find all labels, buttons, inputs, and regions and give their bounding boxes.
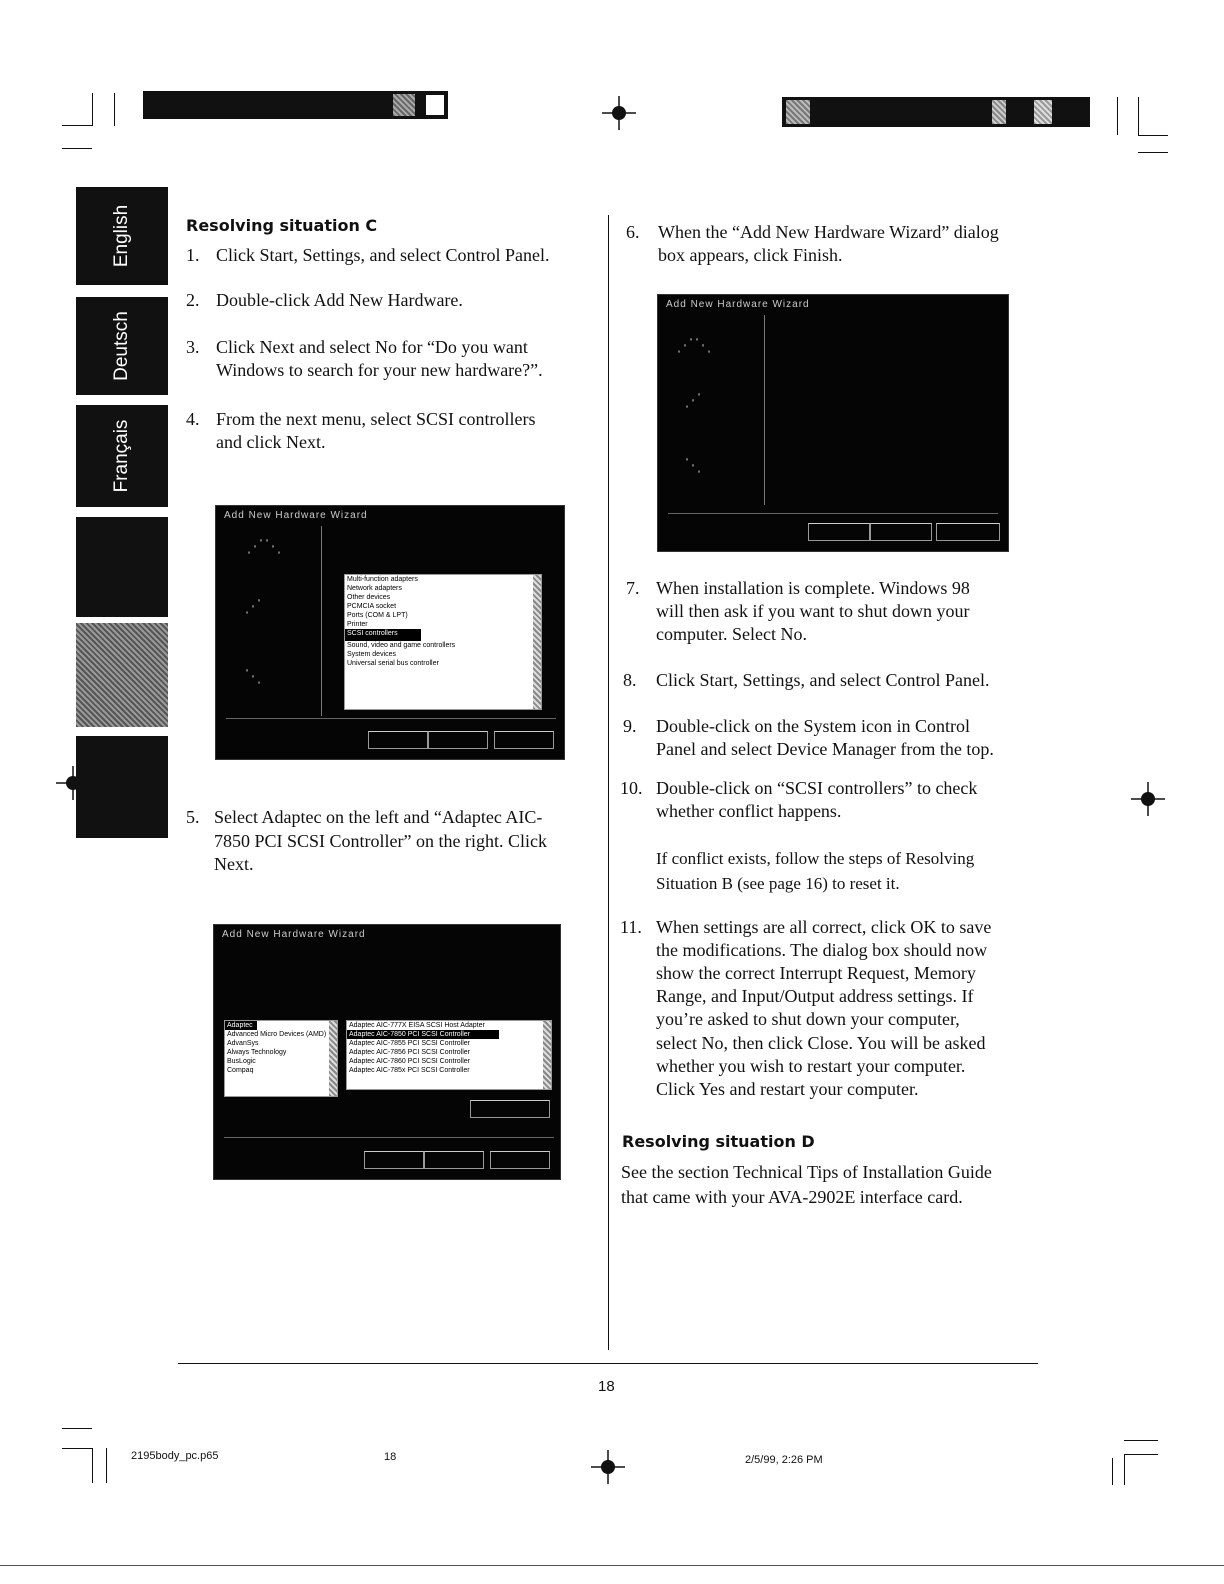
tab-francais[interactable]: Français bbox=[76, 405, 168, 507]
crop-mark bbox=[106, 1448, 107, 1483]
list-item[interactable]: Adaptec AIC-7860 PCI SCSI Controller bbox=[349, 1058, 471, 1065]
crop-mark bbox=[1138, 97, 1139, 135]
crop-mark bbox=[92, 1448, 93, 1483]
list-item-selected[interactable]: Adaptec bbox=[225, 1021, 257, 1030]
wizard-screenshot-scsi bbox=[215, 505, 565, 760]
list-item[interactable]: Other devices bbox=[347, 594, 391, 601]
section-c-heading: Resolving situation C bbox=[186, 216, 378, 235]
wizard-screenshot-finish bbox=[657, 294, 1009, 552]
crop-mark bbox=[1124, 1440, 1158, 1441]
printer-color-bar bbox=[143, 91, 448, 119]
tab-blank bbox=[76, 623, 168, 727]
crop-mark bbox=[1124, 1454, 1125, 1485]
manual-page: English Deutsch Français Resolving situation C 1. Click Start, Settings, and select Control Panel. 2. Double-click Add New Hardware. 3. Click Next and select No for “Do you want Windows to search for your new hardware?”. 4. From the next menu, select SCSI controllers and click Next. Add New Hardware Wizard ⋰⋱ ⋰ ⋱ Multi-function adapters Network adapters Other devices PCMCIA socket Ports (COM & LPT) Printer SCSI controllers Sound, video and game controllers System devices Universal serial bus controller 5. Select Adaptec on the left and “Adaptec AIC- 7850 PCI SCSI Controller” on the right. Click Next. Add New Hardware Wizard Adaptec Advanced Micro Devices (AMD) AdvanSys Always Technology BusLogic Compaq Adaptec AIC-777X EISA SCSI Host Adapter Adaptec AIC-7850 PCI SCSI Controller Adaptec AIC-7855 PCI SCSI Controller Adaptec AIC-7856 PCI SCSI Controller Adaptec AIC-7860 PCI SCSI Controller Adaptec AIC-785x PCI SCSI Controller 6. When the “Add New Hardware Wizard” dialog box appears, click Finish. Add New Hardware Wizard ⋰⋱ ⋰ ⋱ 7. When installation is complete. Windows 98 will then ask if you want to shut down your computer. Select No. 8. Click Start, Settings, and select Control Panel. 9. Double-click on the System icon in Control Panel and select Device Manager from the top. 10. Double-click on “SCSI controllers” to check whether conflict happens. If conflict exists, follow the steps of Resolving Situation B (see page 16) to reset it. 11. When settings are all correct, click OK to save the modifications. The dialog box should now show the correct Interrupt Request, Memory Range, and Input/Output address settings. If you’re asked to shut down your computer, select No, then click Close. You will be asked whether you wish to restart your computer. Click Yes and restart your computer. Resolving situation D See the section Technical Tips of Installation Guide that came with your AVA-2902E interface card. 18 2195body_pc.p65 18 2/5/99, 2:26 PM bbox=[0, 0, 1224, 1584]
model-list[interactable] bbox=[346, 1020, 552, 1090]
list-item-selected[interactable]: SCSI controllers bbox=[345, 629, 421, 641]
footer-page: 18 bbox=[384, 1451, 397, 1463]
printer-color-bar bbox=[782, 97, 1090, 127]
finish-button[interactable] bbox=[870, 523, 932, 541]
cancel-button[interactable] bbox=[490, 1151, 550, 1169]
list-item[interactable]: System devices bbox=[347, 651, 397, 658]
wizard-graphic-icon: ⋰ bbox=[684, 390, 702, 411]
next-button[interactable] bbox=[428, 731, 488, 749]
list-item[interactable]: Always Technology bbox=[227, 1049, 287, 1056]
step-11: 11. When settings are all correct, click OK to save the modifications. The dialog box should now show the correct Interrupt Request, Memory Range, and Input/Output address settings. If you’re asked to shut down your computer, select No, then click Close. You will be asked whether you wish to restart your computer. Click Yes and restart your computer. bbox=[620, 917, 992, 1099]
list-item[interactable]: Printer bbox=[347, 621, 368, 628]
have-disk-button[interactable] bbox=[470, 1100, 550, 1118]
list-item-selected[interactable]: Adaptec AIC-7850 PCI SCSI Controller bbox=[347, 1030, 499, 1039]
section-d-heading: Resolving situation D bbox=[622, 1132, 815, 1151]
crop-mark bbox=[92, 93, 93, 126]
list-item[interactable]: Network adapters bbox=[347, 585, 402, 592]
step-9: 9. Double-click on the System icon in Control Panel and select Device Manager from the top. bbox=[623, 716, 994, 759]
wizard-graphic-icon: ⋰⋱ bbox=[676, 335, 712, 356]
list-item[interactable]: Adaptec AIC-777X EISA SCSI Host Adapter bbox=[349, 1022, 485, 1029]
crop-mark bbox=[1124, 1454, 1158, 1455]
wizard-title: Add New Hardware Wizard bbox=[666, 299, 810, 310]
manufacturer-list[interactable] bbox=[224, 1020, 338, 1097]
cancel-button[interactable] bbox=[494, 731, 554, 749]
list-scrollbar[interactable] bbox=[329, 1021, 337, 1096]
list-scrollbar[interactable] bbox=[533, 575, 541, 709]
column-divider bbox=[608, 215, 609, 1350]
tab-deutsch[interactable]: Deutsch bbox=[76, 297, 168, 395]
next-button[interactable] bbox=[424, 1151, 484, 1169]
crop-mark bbox=[62, 125, 92, 126]
step-10: 10. Double-click on “SCSI controllers” to check whether conflict happens. bbox=[620, 778, 978, 821]
tab-english[interactable]: English bbox=[76, 187, 168, 285]
footer-date: 2/5/99, 2:26 PM bbox=[745, 1454, 823, 1466]
crop-mark bbox=[1117, 97, 1118, 135]
crop-mark bbox=[1138, 135, 1168, 136]
wizard-graphic-icon: ⋱ bbox=[684, 455, 702, 476]
list-item[interactable]: PCMCIA socket bbox=[347, 603, 397, 610]
wizard-title: Add New Hardware Wizard bbox=[222, 929, 366, 940]
registration-mark-icon bbox=[602, 96, 636, 130]
list-item[interactable]: Universal serial bus controller bbox=[347, 660, 439, 667]
crop-mark bbox=[62, 1428, 92, 1429]
list-item[interactable]: Adaptec AIC-785x PCI SCSI Controller bbox=[349, 1067, 470, 1074]
page-edge bbox=[0, 1565, 1224, 1566]
registration-mark-icon bbox=[1131, 782, 1165, 816]
step-5: 5. Select Adaptec on the left and “Adaptec AIC- 7850 PCI SCSI Controller” on the right. Click Next. bbox=[186, 807, 547, 874]
crop-mark bbox=[1112, 1458, 1113, 1485]
crop-mark bbox=[1138, 152, 1168, 153]
tab-blank bbox=[76, 736, 168, 838]
list-item[interactable]: AdvanSys bbox=[227, 1040, 259, 1047]
device-type-list[interactable] bbox=[344, 574, 542, 710]
step-3: 3. Click Next and select No for “Do you want Windows to search for your new hardware?”. bbox=[186, 337, 543, 380]
wizard-graphic-icon: ⋰ bbox=[244, 596, 262, 617]
footer-rule bbox=[178, 1363, 1038, 1364]
wizard-graphic-icon: ⋰⋱ bbox=[246, 536, 282, 557]
list-scrollbar[interactable] bbox=[543, 1021, 551, 1089]
list-item[interactable]: Adaptec AIC-7856 PCI SCSI Controller bbox=[349, 1049, 471, 1056]
crop-mark bbox=[114, 93, 115, 126]
footer-filename: 2195body_pc.p65 bbox=[131, 1450, 219, 1462]
back-button[interactable] bbox=[368, 731, 428, 749]
crop-mark bbox=[62, 148, 92, 149]
list-item[interactable]: Sound, video and game controllers bbox=[347, 642, 456, 649]
list-item[interactable]: Advanced Micro Devices (AMD) bbox=[227, 1031, 327, 1038]
list-item[interactable]: Multi-function adapters bbox=[347, 576, 418, 583]
back-button[interactable] bbox=[364, 1151, 424, 1169]
list-item[interactable]: Ports (COM & LPT) bbox=[347, 612, 408, 619]
list-item[interactable]: Compaq bbox=[227, 1067, 254, 1074]
crop-mark bbox=[62, 1448, 92, 1449]
step-4: 4. From the next menu, select SCSI controllers and click Next. bbox=[186, 409, 536, 452]
page-number: 18 bbox=[598, 1378, 615, 1395]
tab-blank bbox=[76, 517, 168, 617]
cancel-button[interactable] bbox=[936, 523, 1000, 541]
wizard-graphic-icon: ⋱ bbox=[244, 666, 262, 687]
registration-mark-icon bbox=[591, 1450, 625, 1484]
section-d-text: See the section Technical Tips of Installation Guide that came with your AVA-2902E interface card. bbox=[621, 1162, 992, 1207]
step-7: 7. When installation is complete. Windows 98 will then ask if you want to shut down your computer. Select No. bbox=[626, 578, 970, 644]
list-item[interactable]: BusLogic bbox=[227, 1058, 256, 1065]
list-item[interactable]: Adaptec AIC-7855 PCI SCSI Controller bbox=[349, 1040, 471, 1047]
back-button[interactable] bbox=[808, 523, 870, 541]
wizard-title: Add New Hardware Wizard bbox=[224, 510, 368, 521]
conflict-note: If conflict exists, follow the steps of Resolving Situation B (see page 16) to reset it. bbox=[656, 849, 975, 893]
wizard-screenshot-adaptec bbox=[213, 924, 561, 1180]
step-6: 6. When the “Add New Hardware Wizard” dialog box appears, click Finish. bbox=[626, 222, 999, 265]
